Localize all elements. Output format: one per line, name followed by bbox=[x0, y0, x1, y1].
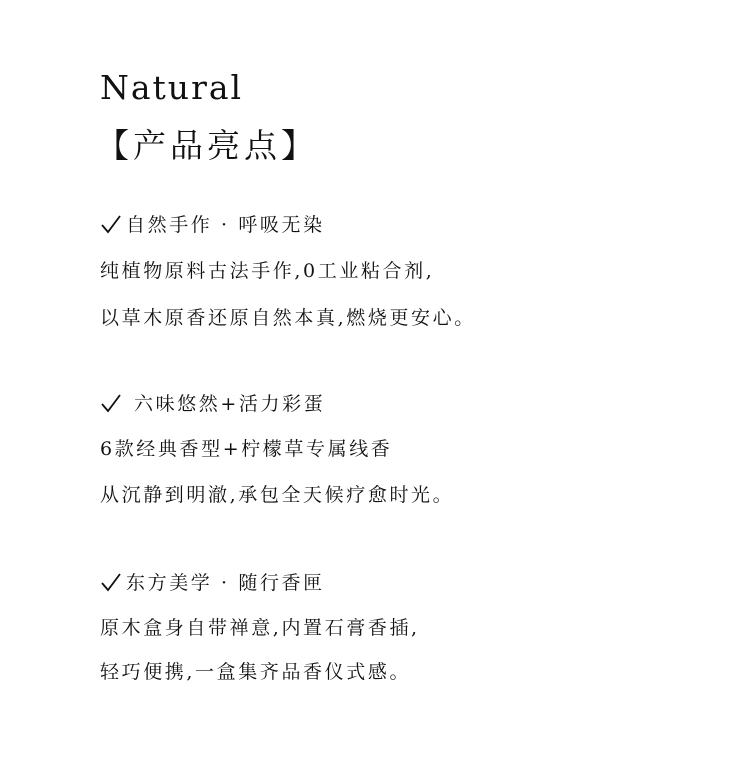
section-heading bbox=[100, 391, 325, 417]
title-english: Natural bbox=[100, 68, 244, 107]
check-mark-icon bbox=[100, 214, 122, 234]
section-heading-text: 自然手作 · 呼吸无染 bbox=[126, 214, 325, 236]
title-product-highlights: 【产品亮点】 bbox=[96, 126, 318, 165]
section-heading bbox=[100, 570, 325, 596]
check-mark-icon bbox=[100, 572, 122, 592]
section-line: 以草木原香还原自然本真,燃烧更安心。 bbox=[100, 307, 476, 329]
section-line: 轻巧便携,一盒集齐品香仪式感。 bbox=[100, 661, 412, 683]
section-line: 6款经典香型+柠檬草专属线香 bbox=[100, 438, 393, 460]
section-heading-text: 六味悠然+活力彩蛋 bbox=[134, 393, 326, 415]
section-line: 从沉静到明澈,承包全天候疗愈时光。 bbox=[100, 484, 455, 506]
section-line: 原木盒身自带禅意,内置石膏香插, bbox=[100, 617, 420, 639]
section-line: 纯植物原料古法手作,0工业粘合剂, bbox=[100, 260, 435, 282]
check-mark-icon bbox=[100, 393, 122, 413]
section-heading bbox=[100, 212, 325, 238]
section-heading-text: 东方美学 · 随行香匣 bbox=[126, 572, 325, 594]
